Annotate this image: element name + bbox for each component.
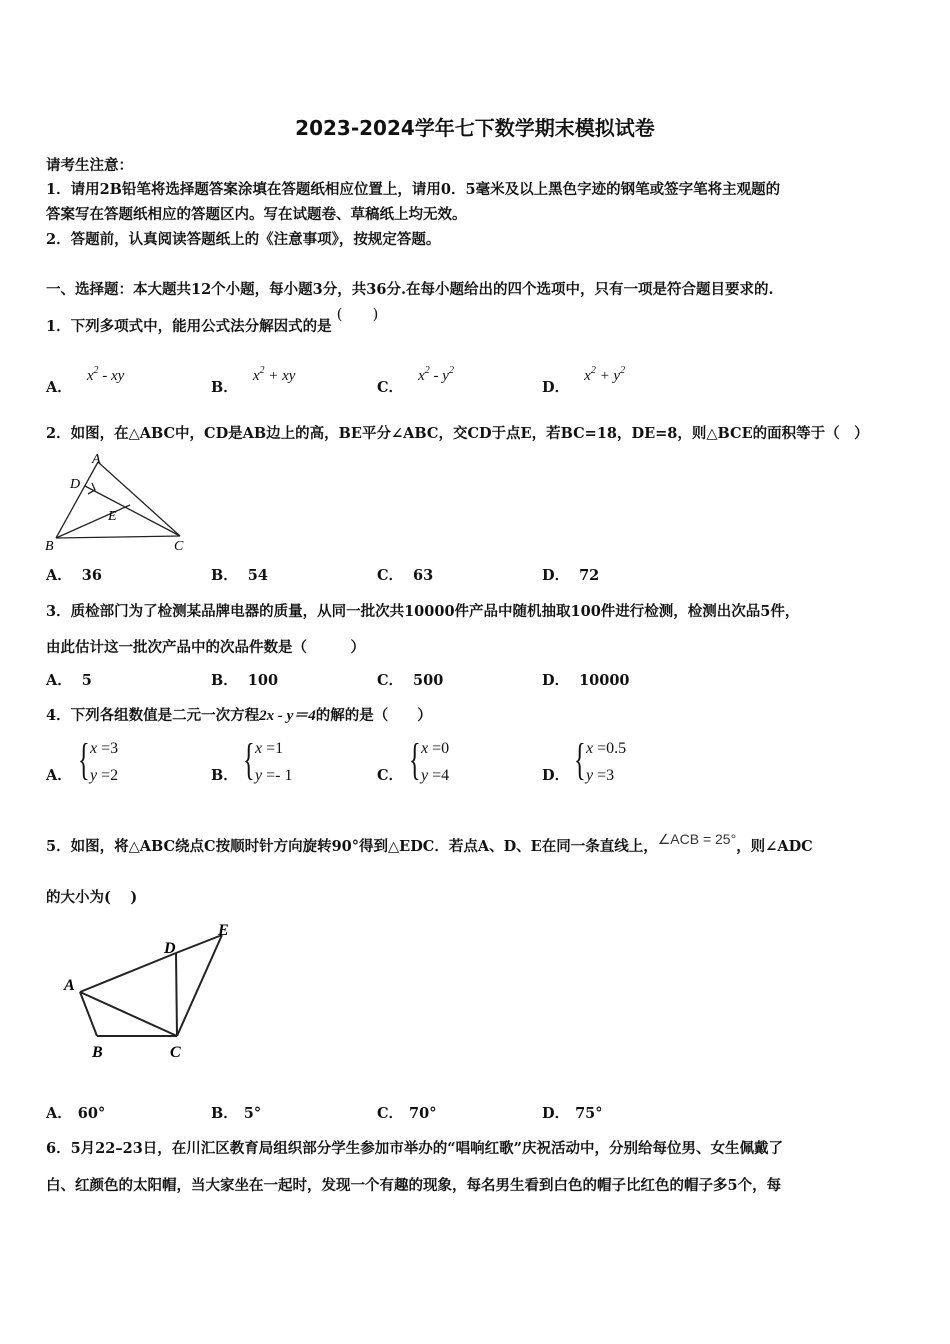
q1-option-a-expr: $x^2$ - xy [86,365,125,384]
q2-option-b[interactable]: B． 54 [211,567,268,584]
q3-stem-line-1: 3．质检部门为了检测某品牌电器的质量，从同一批次共10000件产品中随机抽取100件进行检测，检测出次品5件， [46,603,800,620]
q5-angle-condition: ∠ACB = 25° [657,831,737,847]
q2-option-c[interactable]: C． 63 [377,567,434,584]
q1-stem-text: 1．下列多项式中，能用公式法分解因式的是 [46,318,332,335]
q1-option-c[interactable]: C． $x^2 - y^2$ [377,365,454,396]
q2-label-e: E [108,509,117,524]
q1-option-a[interactable]: A． $x^2$ - xy [46,365,125,396]
q2-label-b: B [45,539,54,554]
q2-triangle-figure [42,450,192,554]
q5-option-c[interactable]: C． 70° [377,1105,437,1122]
notice-item-1-line-2: 答案写在答题纸相应的答题区内。写在试题卷、草稿纸上均无效。 [46,206,467,223]
q2-label-c: C [174,539,184,554]
q4-option-a-letter[interactable]: A． [46,767,72,784]
q1-option-d-expr: $x^2 + y^2$ [584,365,626,384]
q3-stem-line-2: 由此估计这一批次产品中的次品件数是（ ） [46,639,365,656]
section-heading: 一、选择题：本大题共12个小题，每小题3分，共36分.在每小题给出的四个选项中，只有一项是符合题目要求的. [46,281,774,298]
q3-option-a[interactable]: A． 5 [46,672,92,689]
q3-option-d[interactable]: D． 10000 [542,672,630,689]
q2-bisector-be [56,505,130,538]
q2-label-d: D [70,477,81,492]
q1-option-b-expr: $x^2$ + xy [252,365,296,384]
q5-label-a: A [64,977,75,994]
q2-option-a[interactable]: A． 36 [46,567,102,584]
q5-option-b[interactable]: B． 5° [211,1105,262,1122]
q5-label-b: B [92,1044,103,1061]
q5-option-d[interactable]: D． 75° [542,1105,603,1122]
q3-option-c[interactable]: C． 500 [377,672,444,689]
q5-label-d: D [164,940,176,957]
brace-icon: { [243,735,255,784]
q6-stem-line-2: 白、红颜色的太阳帽，当大家坐在一起时，发现一个有趣的现象，每名男生看到白色的帽子比红色的帽子多5个，每 [46,1177,782,1194]
brace-icon: { [574,735,586,784]
q5-side-dc [176,953,177,1036]
page-title: 2023-2024学年七下数学期末模拟试卷 [295,116,655,140]
q3-option-b[interactable]: B． 100 [211,672,279,689]
q5-label-c: C [170,1044,181,1061]
q2-stem: 2．如图，在△ABC中，CD是AB边上的高，BE平分∠ABC，交CD于点E，若BC=18，DE=8，则△BCE的面积等于（ ） [46,425,869,442]
q1-answer-paren: ( ) [336,305,379,323]
q5-stem-line-1: 5．如图，将△ABC绕点C按顺时针方向旋转90°得到△EDC．若点A、D、E在同一条直线上，∠ACB = 25°，则∠ADC [46,831,813,855]
q2-option-d[interactable]: D． 72 [542,567,600,584]
q5-option-a[interactable]: A． 60° [46,1105,106,1122]
q5-rotation-figure [58,915,248,1065]
q2-side-ab [56,462,98,538]
q4-option-c-letter[interactable]: C． [377,767,404,784]
q1-stem [46,305,379,336]
brace-icon: { [409,735,421,784]
q2-label-a: A [92,452,101,467]
notice-item-2: 2．答题前，认真阅读答题纸上的《注意事项》，按规定答题。 [46,231,441,248]
q5-label-e: E [218,922,229,939]
brace-icon: { [78,735,90,784]
q4-stem: 4．下列各组数值是二元一次方程2x - y＝4的解的是（ ） [46,707,432,724]
q1-option-d[interactable]: D． $x^2 + y^2$ [542,365,626,396]
q5-segment-ad [80,953,176,992]
q4-option-b-letter[interactable]: B． [211,767,238,784]
q1-option-c-expr: $x^2 - y^2$ [418,365,454,384]
q6-stem-line-1: 6．5月22–23日，在川汇区教育局组织部分学生参加市举办的“唱响红歌”庆祝活动中，分别给每位男、女生佩戴了 [46,1140,783,1157]
q4-option-d-letter[interactable]: D． [542,767,570,784]
q4-equation: 2x - y＝4 [259,708,316,724]
notice-item-1-line-1: 1．请用2B铅笔将选择题答案涂填在答题纸相应位置上，请用0．5毫米及以上黑色字迹的钢笔或签字笔将主观题的 [46,181,781,198]
notice-heading: 请考生注意： [46,157,133,174]
q1-option-b[interactable]: B． $x^2$ + xy [211,365,296,396]
q5-stem-line-2: 的大小为( ) [46,889,138,906]
q2-side-bc [56,536,180,538]
